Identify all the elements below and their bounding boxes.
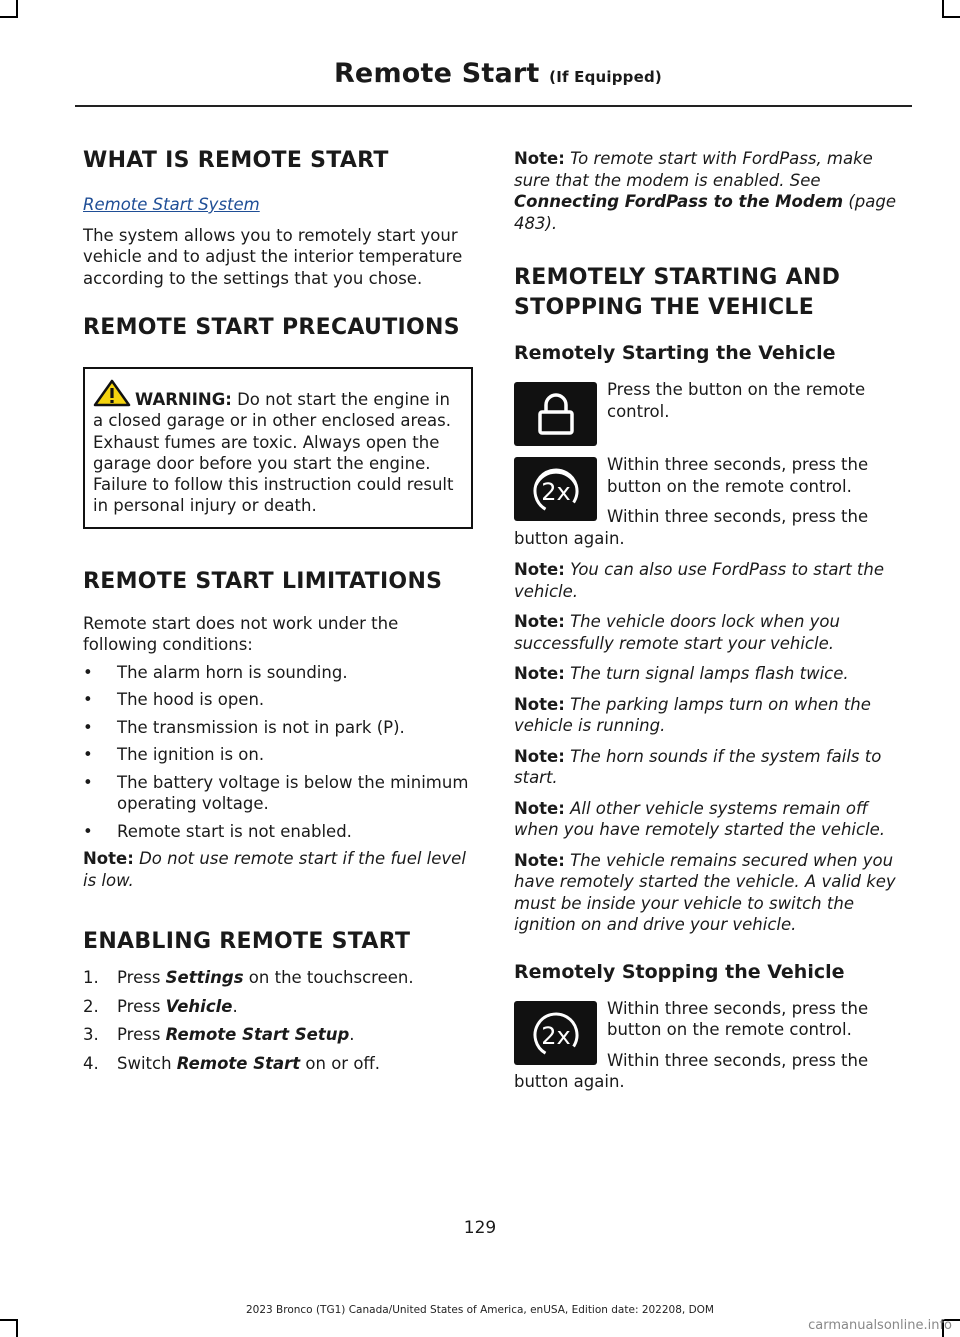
icon-2x-label: 2x [540,1021,571,1050]
step-ui-term: Remote Start [176,1053,301,1073]
list-item: • Remote start is not enabled. [83,821,473,843]
start-step-2-text: Within three seconds, press the button on the remote control. [607,455,869,496]
list-item: • The alarm horn is sounding. [83,662,473,684]
note-text: The turn signal lamps flash twice. [564,664,849,683]
step-item [83,967,473,989]
modem-note [514,148,906,234]
left-column [83,140,473,1081]
what-is-body: The system allows you to remotely start your vehicle and to adjust the interior temperature according to the settings that you chose. [83,225,463,288]
crop-mark [0,16,18,18]
step-text: . [349,1025,355,1045]
list-item: • The ignition is on. [83,744,473,766]
double-press-button-image [514,1001,597,1065]
note-item [514,694,906,737]
note-label: Note: [514,612,565,631]
note-item [514,663,906,685]
note-text: The vehicle doors lock when you successfully remote start your vehicle. [514,612,840,653]
start-step-2 [514,454,906,549]
step-number: 3. [83,1025,99,1045]
step-text: Press [117,1025,166,1045]
section-heading-enabling: ENABLING REMOTE START [83,929,411,955]
remote-start-system-link[interactable]: Remote Start System [83,195,260,214]
step-text: Press [117,968,166,988]
note-text: You can also use FordPass to start the vehicle. [514,560,885,601]
step-text: . [232,996,238,1016]
start-step-1-text: Press the button on the remote control. [607,380,866,421]
step-text: on or off. [300,1053,381,1073]
note-label: Note: [514,694,565,714]
stop-step [514,998,906,1093]
link-paragraph [83,194,473,216]
step-number: 2. [83,996,99,1016]
note-text: The vehicle remains secured when you have remotely started the vehicle. A valid key must be inside your vehicle to switch the ignition on and drive your vehicle. [514,850,896,934]
note-label: Note: [514,798,565,818]
limitations-note [83,848,473,891]
note-item [514,611,906,654]
note-label: Note: [514,664,565,683]
list-item: • The battery voltage is below the minimum operating voltage. [83,772,473,815]
subheading-stopping: Remotely Stopping the Vehicle [514,960,845,983]
stop-step-1-text: Within three seconds, press the button on the remote control. [607,998,869,1039]
note-label: Note: [514,746,565,766]
icon-2x-label: 2x [540,478,571,506]
page-reference: (page 483). [514,192,896,233]
list-item: • The transmission is not in park (P). [83,717,473,739]
header-title-main: Remote Start [333,58,540,89]
page-header-title [334,58,662,89]
header-title-qualifier: (If Equipped) [549,68,662,86]
cross-reference: Connecting FordPass to the Modem [514,192,844,211]
step-ui-term: Settings [165,968,244,988]
note-text: The horn sounds if the system fails to start. [514,746,882,787]
stop-step-2-text: Within three seconds, press the button again. [514,1050,869,1091]
conditions-list [83,662,473,843]
note-label: Note: [514,149,565,168]
step-text: on the touchscreen. [243,968,414,988]
step-item [83,1053,473,1075]
section-heading-what-is: WHAT IS REMOTE START [83,148,389,173]
step-ui-term: Remote Start Setup [165,1025,350,1045]
note-text: Do not use remote start if the fuel level is low. [83,849,466,890]
watermark: carmanualsonline.info [808,1318,952,1333]
warning-paragraph [93,379,463,517]
crop-mark [942,16,960,18]
warning-label: WARNING: [135,390,232,409]
warning-triangle-icon [93,379,131,407]
start-step-1 [514,379,906,450]
lock-button-image [514,382,597,446]
note-text: All other vehicle systems remain off when you have remotely started the vehicle. [514,798,886,839]
footer-edition-info: 2023 Bronco (TG1) Canada/United States of America, enUSA, Edition date: 202208, DOM [245,1304,714,1316]
step-item [83,1024,473,1046]
note-label: Note: [83,849,134,869]
double-press-button-image [514,457,597,521]
enabling-steps [83,967,473,1074]
double-press-icon [528,463,584,515]
note-label: Note: [514,560,565,579]
note-text: The parking lamps turn on when the vehicle is running. [514,694,871,735]
note-item [514,559,906,602]
step-ui-term: Vehicle [165,996,233,1016]
limitations-intro: Remote start does not work under the following conditions: [83,613,399,655]
header-divider [75,105,912,107]
crop-mark [16,1319,18,1337]
note-item [514,798,906,841]
page-number: 129 [463,1218,497,1238]
step-item [83,996,473,1018]
start-step-3-text: Within three seconds, press the button again. [514,507,869,548]
note-item [514,850,906,936]
list-item: • The hood is open. [83,689,473,711]
section-heading-precautions: REMOTE START PRECAUTIONS [83,315,460,340]
step-text: Press [117,996,166,1016]
note-item [514,746,906,789]
lock-icon [536,392,576,436]
crop-mark [0,1319,18,1321]
right-column [514,148,906,1093]
double-press-icon [528,1007,584,1059]
section-heading-limitations: REMOTE START LIMITATIONS [83,568,443,594]
subheading-starting: Remotely Starting the Vehicle [514,342,836,364]
note-text: To remote start with FordPass, make sure that the modem is enabled. See [514,149,873,190]
warning-box [83,367,473,529]
notes-list [514,559,906,936]
step-text: Switch [117,1053,177,1073]
step-number: 4. [83,1053,99,1073]
warning-text: Do not start the engine in a closed garage or in other enclosed areas. Exhaust fumes are toxic. Always open the garage door before you start the engine. Failure to follow this instruction could result in personal injury or death. [93,390,454,516]
section-heading-remotely-starting-stopping: REMOTELY STARTING AND STOPPING THE VEHICLE [514,265,841,320]
step-number: 1. [83,968,99,988]
note-label: Note: [514,850,565,870]
